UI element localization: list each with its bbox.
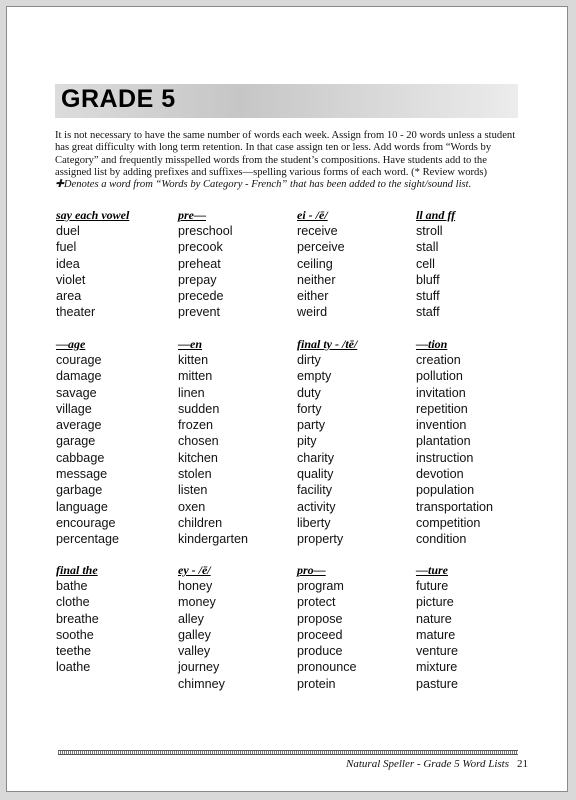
word-group: [416, 207, 534, 321]
word-list: [178, 223, 296, 321]
word: stuff: [416, 289, 440, 304]
word: liberty: [297, 515, 331, 530]
word: damage: [56, 369, 102, 384]
word: cabbage: [56, 450, 105, 465]
word: neither: [297, 272, 336, 287]
word: loathe: [56, 660, 91, 675]
word: duel: [56, 224, 80, 238]
word: alley: [178, 611, 204, 626]
word: listen: [178, 483, 208, 498]
word: instruction: [416, 450, 474, 465]
word-group: [178, 207, 296, 321]
word: program: [297, 579, 344, 593]
word: quality: [297, 467, 334, 482]
page-title: GRADE 5: [61, 85, 176, 113]
word: kitchen: [178, 450, 218, 465]
word: population: [416, 483, 475, 498]
word: language: [56, 499, 108, 514]
group-heading: pre—: [178, 208, 206, 222]
word: children: [178, 515, 223, 530]
word: courage: [56, 353, 102, 367]
word-list: [416, 352, 534, 548]
word: cell: [416, 256, 435, 271]
word: picture: [416, 595, 454, 610]
word: pronounce: [297, 660, 357, 675]
word: duty: [297, 385, 321, 400]
word: pity: [297, 434, 317, 449]
word: honey: [178, 579, 213, 593]
word: transportation: [416, 499, 494, 514]
word: encourage: [56, 515, 116, 530]
word: sudden: [178, 401, 220, 416]
word: protein: [297, 676, 336, 691]
word-group: [178, 562, 296, 692]
grade-banner: [55, 84, 518, 118]
word: bathe: [56, 579, 88, 593]
word-group: [297, 336, 415, 548]
word: message: [56, 467, 108, 482]
group-heading: ey - /ē/: [178, 563, 211, 577]
word: party: [297, 418, 325, 433]
word-list: [297, 578, 415, 692]
word-list: [297, 223, 415, 321]
word-group: [297, 207, 415, 321]
word: future: [416, 579, 449, 593]
word: frozen: [178, 418, 214, 433]
word: soothe: [56, 627, 94, 642]
group-heading: final the: [56, 563, 98, 577]
group-heading: —tion: [416, 337, 448, 351]
word: invention: [416, 418, 467, 433]
word: dirty: [297, 353, 321, 367]
word: perceive: [297, 240, 345, 255]
group-heading: ei - /ē/: [297, 208, 328, 222]
word: staff: [416, 305, 440, 320]
word: kitten: [178, 353, 209, 367]
word: devotion: [416, 467, 464, 482]
word: activity: [297, 499, 336, 514]
word: chimney: [178, 676, 225, 691]
word-group: [416, 562, 534, 692]
word: produce: [297, 644, 343, 659]
word: mature: [416, 627, 456, 642]
word-group: [56, 336, 174, 548]
word: creation: [416, 353, 461, 367]
word: bluff: [416, 272, 440, 287]
group-heading: —en: [178, 337, 202, 351]
word: propose: [297, 611, 343, 626]
word: prepay: [178, 272, 217, 287]
word: empty: [297, 369, 332, 384]
intro-text: [55, 130, 520, 191]
word: fuel: [56, 240, 77, 255]
word-group: [416, 336, 534, 548]
word: percentage: [56, 532, 120, 547]
word: protect: [297, 595, 336, 610]
word: ceiling: [297, 256, 333, 271]
word: pasture: [416, 676, 459, 691]
footer-divider: [58, 750, 518, 755]
word: garage: [56, 434, 96, 449]
word: precook: [178, 240, 223, 255]
word: forty: [297, 401, 322, 416]
french-note: ✚Denotes a word from “Words by Category - French” that has been added to the sight/sound list.: [55, 179, 472, 191]
word: journey: [178, 660, 220, 675]
word: valley: [178, 644, 211, 659]
word: galley: [178, 627, 211, 642]
word: theater: [56, 305, 96, 320]
word-group: [56, 562, 174, 676]
word: area: [56, 289, 82, 304]
word: preheat: [178, 256, 221, 271]
word-list: [297, 352, 415, 548]
word-group: [56, 207, 174, 321]
word-group: [297, 562, 415, 692]
word: stall: [416, 240, 439, 255]
word: proceed: [297, 627, 343, 642]
word-group: [178, 336, 296, 548]
word-list: [416, 578, 534, 692]
word: weird: [297, 305, 328, 320]
word: oxen: [178, 499, 206, 514]
word: prevent: [178, 305, 221, 320]
group-heading: say each vowel: [56, 208, 130, 222]
footer-text: Natural Speller - Grade 5 Word Lists: [346, 758, 509, 770]
word: nature: [416, 611, 452, 626]
word: idea: [56, 256, 80, 271]
word: savage: [56, 385, 97, 400]
word: competition: [416, 515, 481, 530]
word: linen: [178, 385, 205, 400]
word: venture: [416, 644, 459, 659]
word: teethe: [56, 644, 92, 659]
word-list: [56, 578, 174, 676]
word: condition: [416, 532, 467, 547]
word: stolen: [178, 467, 212, 482]
word: precede: [178, 289, 224, 304]
word: invitation: [416, 385, 466, 400]
word: preschool: [178, 224, 233, 238]
word: mitten: [178, 369, 213, 384]
word: either: [297, 289, 329, 304]
word-list: [56, 352, 174, 548]
word: breathe: [56, 611, 99, 626]
word: chosen: [178, 434, 219, 449]
word-list: [178, 352, 296, 548]
word: violet: [56, 272, 86, 287]
group-heading: final ty - /tē/: [297, 337, 358, 351]
word-list: [56, 223, 174, 321]
word: village: [56, 401, 92, 416]
word: receive: [297, 224, 338, 238]
word: pollution: [416, 369, 463, 384]
word: garbage: [56, 483, 103, 498]
page-number: 21: [517, 758, 528, 770]
word-list: [178, 578, 296, 692]
word: mixture: [416, 660, 458, 675]
word: clothe: [56, 595, 90, 610]
group-heading: —age: [56, 337, 86, 351]
word: property: [297, 532, 344, 547]
word: stroll: [416, 224, 443, 238]
word: average: [56, 418, 102, 433]
page-footer: [346, 758, 528, 770]
group-heading: ll and ff: [416, 208, 456, 222]
word: charity: [297, 450, 335, 465]
word: kindergarten: [178, 532, 249, 547]
word: plantation: [416, 434, 471, 449]
word: money: [178, 595, 216, 610]
group-heading: pro—: [297, 563, 326, 577]
group-heading: —ture: [416, 563, 449, 577]
word-list: [416, 223, 534, 321]
intro-paragraph: It is not necessary to have the same number of words each week. Assign from 10 - 20 words unless a student has great difficulty with long term retention. In that case assign ten or less. Add words from “Words by Category” and frequently misspelled words from the student’s compositions. Have students add to the assigned list by adding prefixes and suffixes—spelling various forms of each word. (* Review words): [55, 130, 516, 178]
word: repetition: [416, 401, 468, 416]
word: facility: [297, 483, 332, 498]
